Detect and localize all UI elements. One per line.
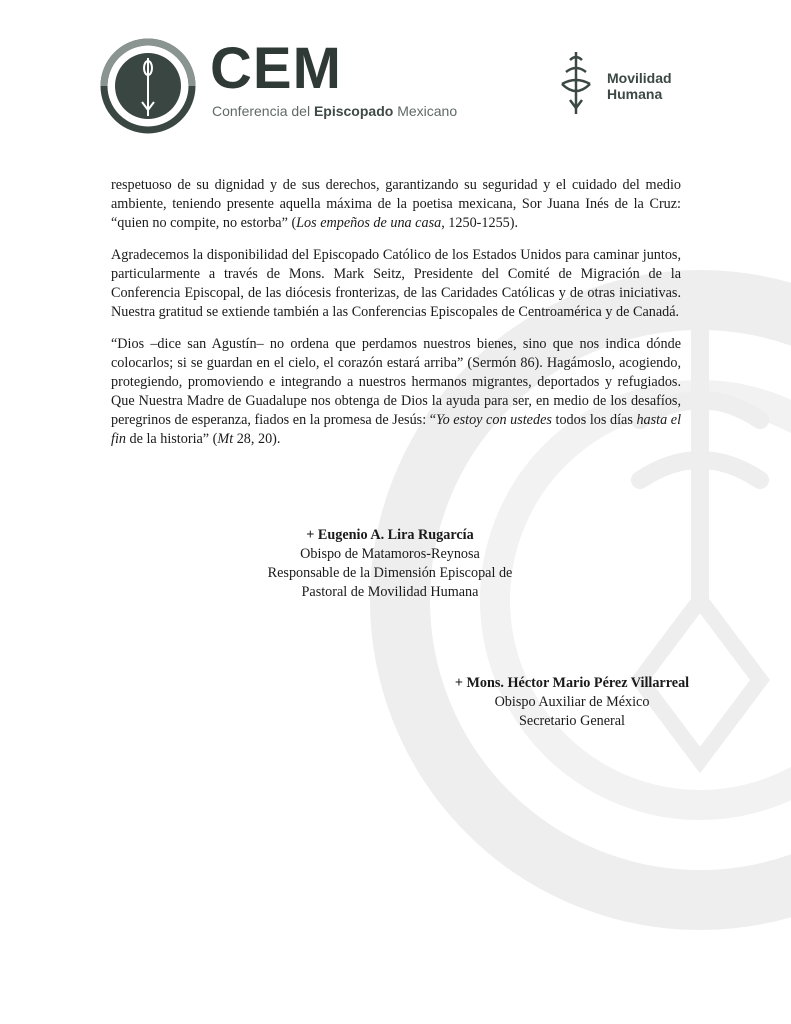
letter-body	[111, 176, 681, 462]
cem-logo	[98, 36, 458, 136]
paragraph-3: “Dios –dice san Agustín– no ordena que perdamos nuestros bienes, sino que nos indica dónde colocarlos; si se guardan en el cielo, el corazón estará arriba” (Sermón 86). Hagámoslo, acogiendo, protegiendo, promoviendo e integrando a nuestros hermanos migrantes, deportados y refugiados. Que Nuestra Madre de Guadalupe nos obtenga de Dios la ayuda para ser, en medio de los desafíos, peregrinos de esperanza, fiados en la promesa de Jesús: “Yo estoy con ustedes todos los días hasta el fin de la historia” (Mt 28, 20).	[111, 336, 682, 447]
signatory-title: Secretario General	[519, 713, 625, 729]
movilidad-humana-text: Movilidad Humana	[607, 70, 672, 102]
movilidad-humana-icon	[560, 48, 604, 118]
cem-full-name: Conferencia del Episcopado Mexicano	[212, 103, 458, 119]
signature-block-2	[412, 674, 732, 731]
signatory-title: Responsable de la Dimensión Episcopal de	[267, 565, 513, 581]
paragraph-2: Agradecemos la disponibilidad del Episcopado Católico de los Estados Unidos para caminar juntos, particularmente a través de Mons. Mark Seitz, Presidente del Comité de Migración de la Conferencia Episcopal, de las diócesis fronterizas, de las Caridades Católicas y de otras iniciativas. Nuestra gratitud se extiende también a las Conferencias Episcopales de Centroamérica y de Canadá.	[111, 247, 681, 320]
signatory-name: + Eugenio A. Lira Rugarcía	[306, 527, 474, 543]
paragraph-1: respetuoso de su dignidad y de sus derechos, garantizando su seguridad y el cuidado del medio ambiente, teniendo presente aquella máxima de la poetisa mexicana, Sor Juana Inés de la Cruz: “quien no compite, no estorba” (Los empeños de una casa, 1250-1255).	[111, 177, 681, 231]
cem-emblem-icon	[98, 36, 198, 136]
signatory-title: Pastoral de Movilidad Humana	[301, 584, 479, 600]
cem-abbreviation: CEM	[210, 36, 342, 101]
signatory-name: + Mons. Héctor Mario Pérez Villarreal	[454, 675, 690, 691]
signatory-title: Obispo de Matamoros-Reynosa	[300, 546, 480, 562]
signature-block-1	[230, 526, 550, 602]
letterhead	[0, 0, 791, 150]
movilidad-humana-logo	[560, 48, 700, 118]
signatory-title: Obispo Auxiliar de México	[494, 694, 650, 710]
